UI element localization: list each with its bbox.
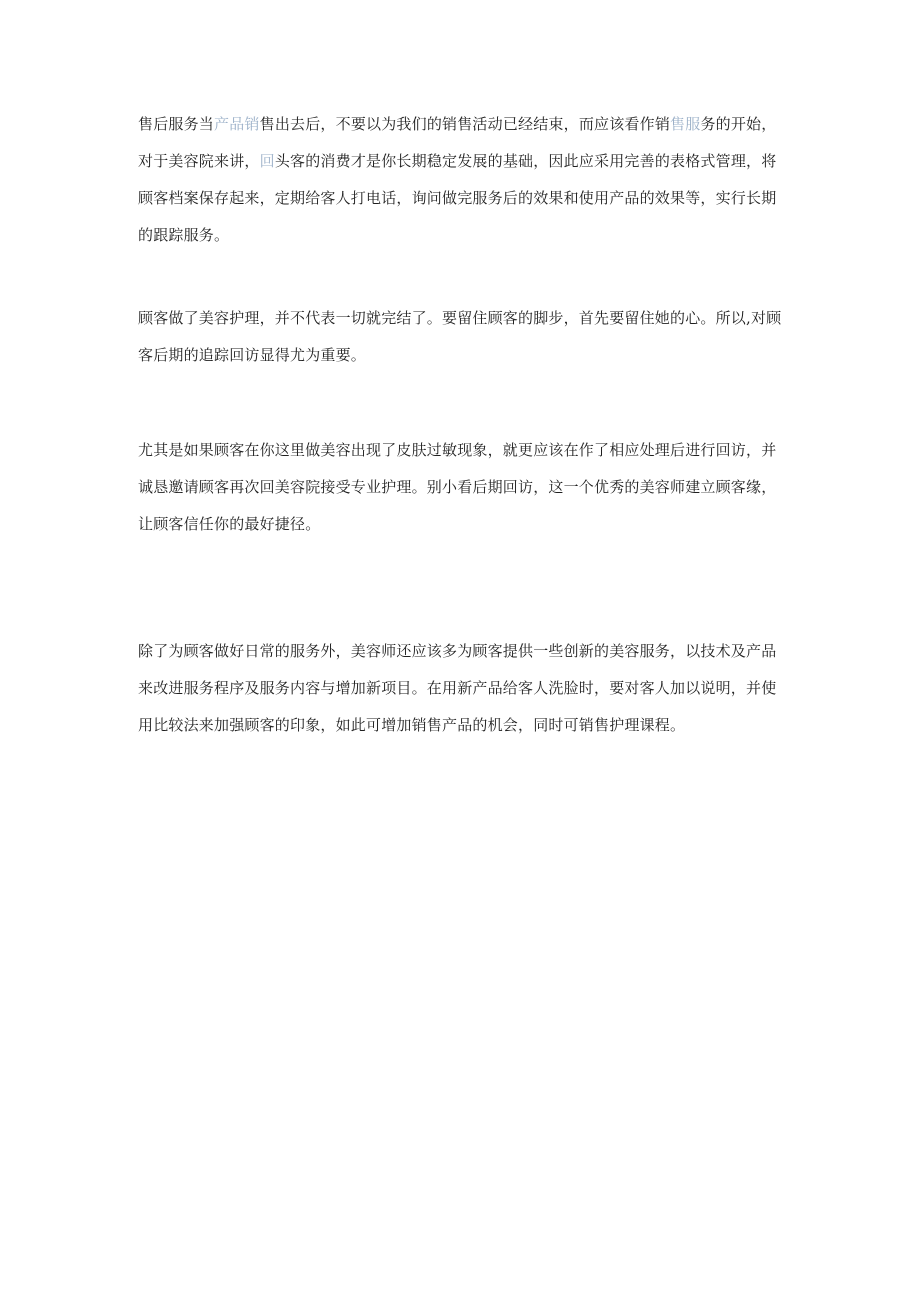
paragraph-after-sales-service <box>138 106 788 254</box>
text-segment: 务的开始，对于美容院来讲， <box>138 115 777 170</box>
text-segment: 尤其是如果顾客在你这里做美容出现了皮肤过敏现象，就更应该在作了相应处理后进行回访，并诚恳邀请顾客再次回美容院接受专业护理。别小看后期回访，这一个优秀的美容师建立顾客缘，让顾客信任你的最好捷径。 <box>138 441 777 533</box>
text-segment: 售出去后，不要以为我们的销售活动已经结束，而应该看作销 <box>259 115 671 133</box>
paragraph-innovative-services <box>138 633 788 744</box>
paragraph-allergy-follow-up <box>138 432 788 543</box>
paragraph-follow-up-importance <box>138 300 788 374</box>
text-segment: 头客的消费才是你长期稳定发展的基础，因此应采用完善的表格式管理，将顾客档案保存起来，定期给客人打电话，询问做完服务后的效果和使用产品的效果等，实行长期的跟踪服务。 <box>138 152 777 244</box>
highlighted-text-segment: 产品销 <box>214 115 260 133</box>
text-segment: 售后服务当 <box>138 115 215 133</box>
highlighted-text-segment: 回 <box>259 152 275 170</box>
text-segment: 顾客做了美容护理，并不代表一切就完结了。要留住顾客的脚步，首先要留住她的心。所以,对顾客后期的追踪回访显得尤为重要。 <box>138 309 782 364</box>
highlighted-text-segment: 售服 <box>670 115 701 133</box>
text-segment: 除了为顾客做好日常的服务外，美容师还应该多为顾客提供一些创新的美容服务，以技术及产品来改进服务程序及服务内容与增加新项目。在用新产品给客人洗脸时，要对客人加以说明，并使用比较法来加强顾客的印象，如此可增加销售产品的机会，同时可销售护理课程。 <box>138 642 777 734</box>
